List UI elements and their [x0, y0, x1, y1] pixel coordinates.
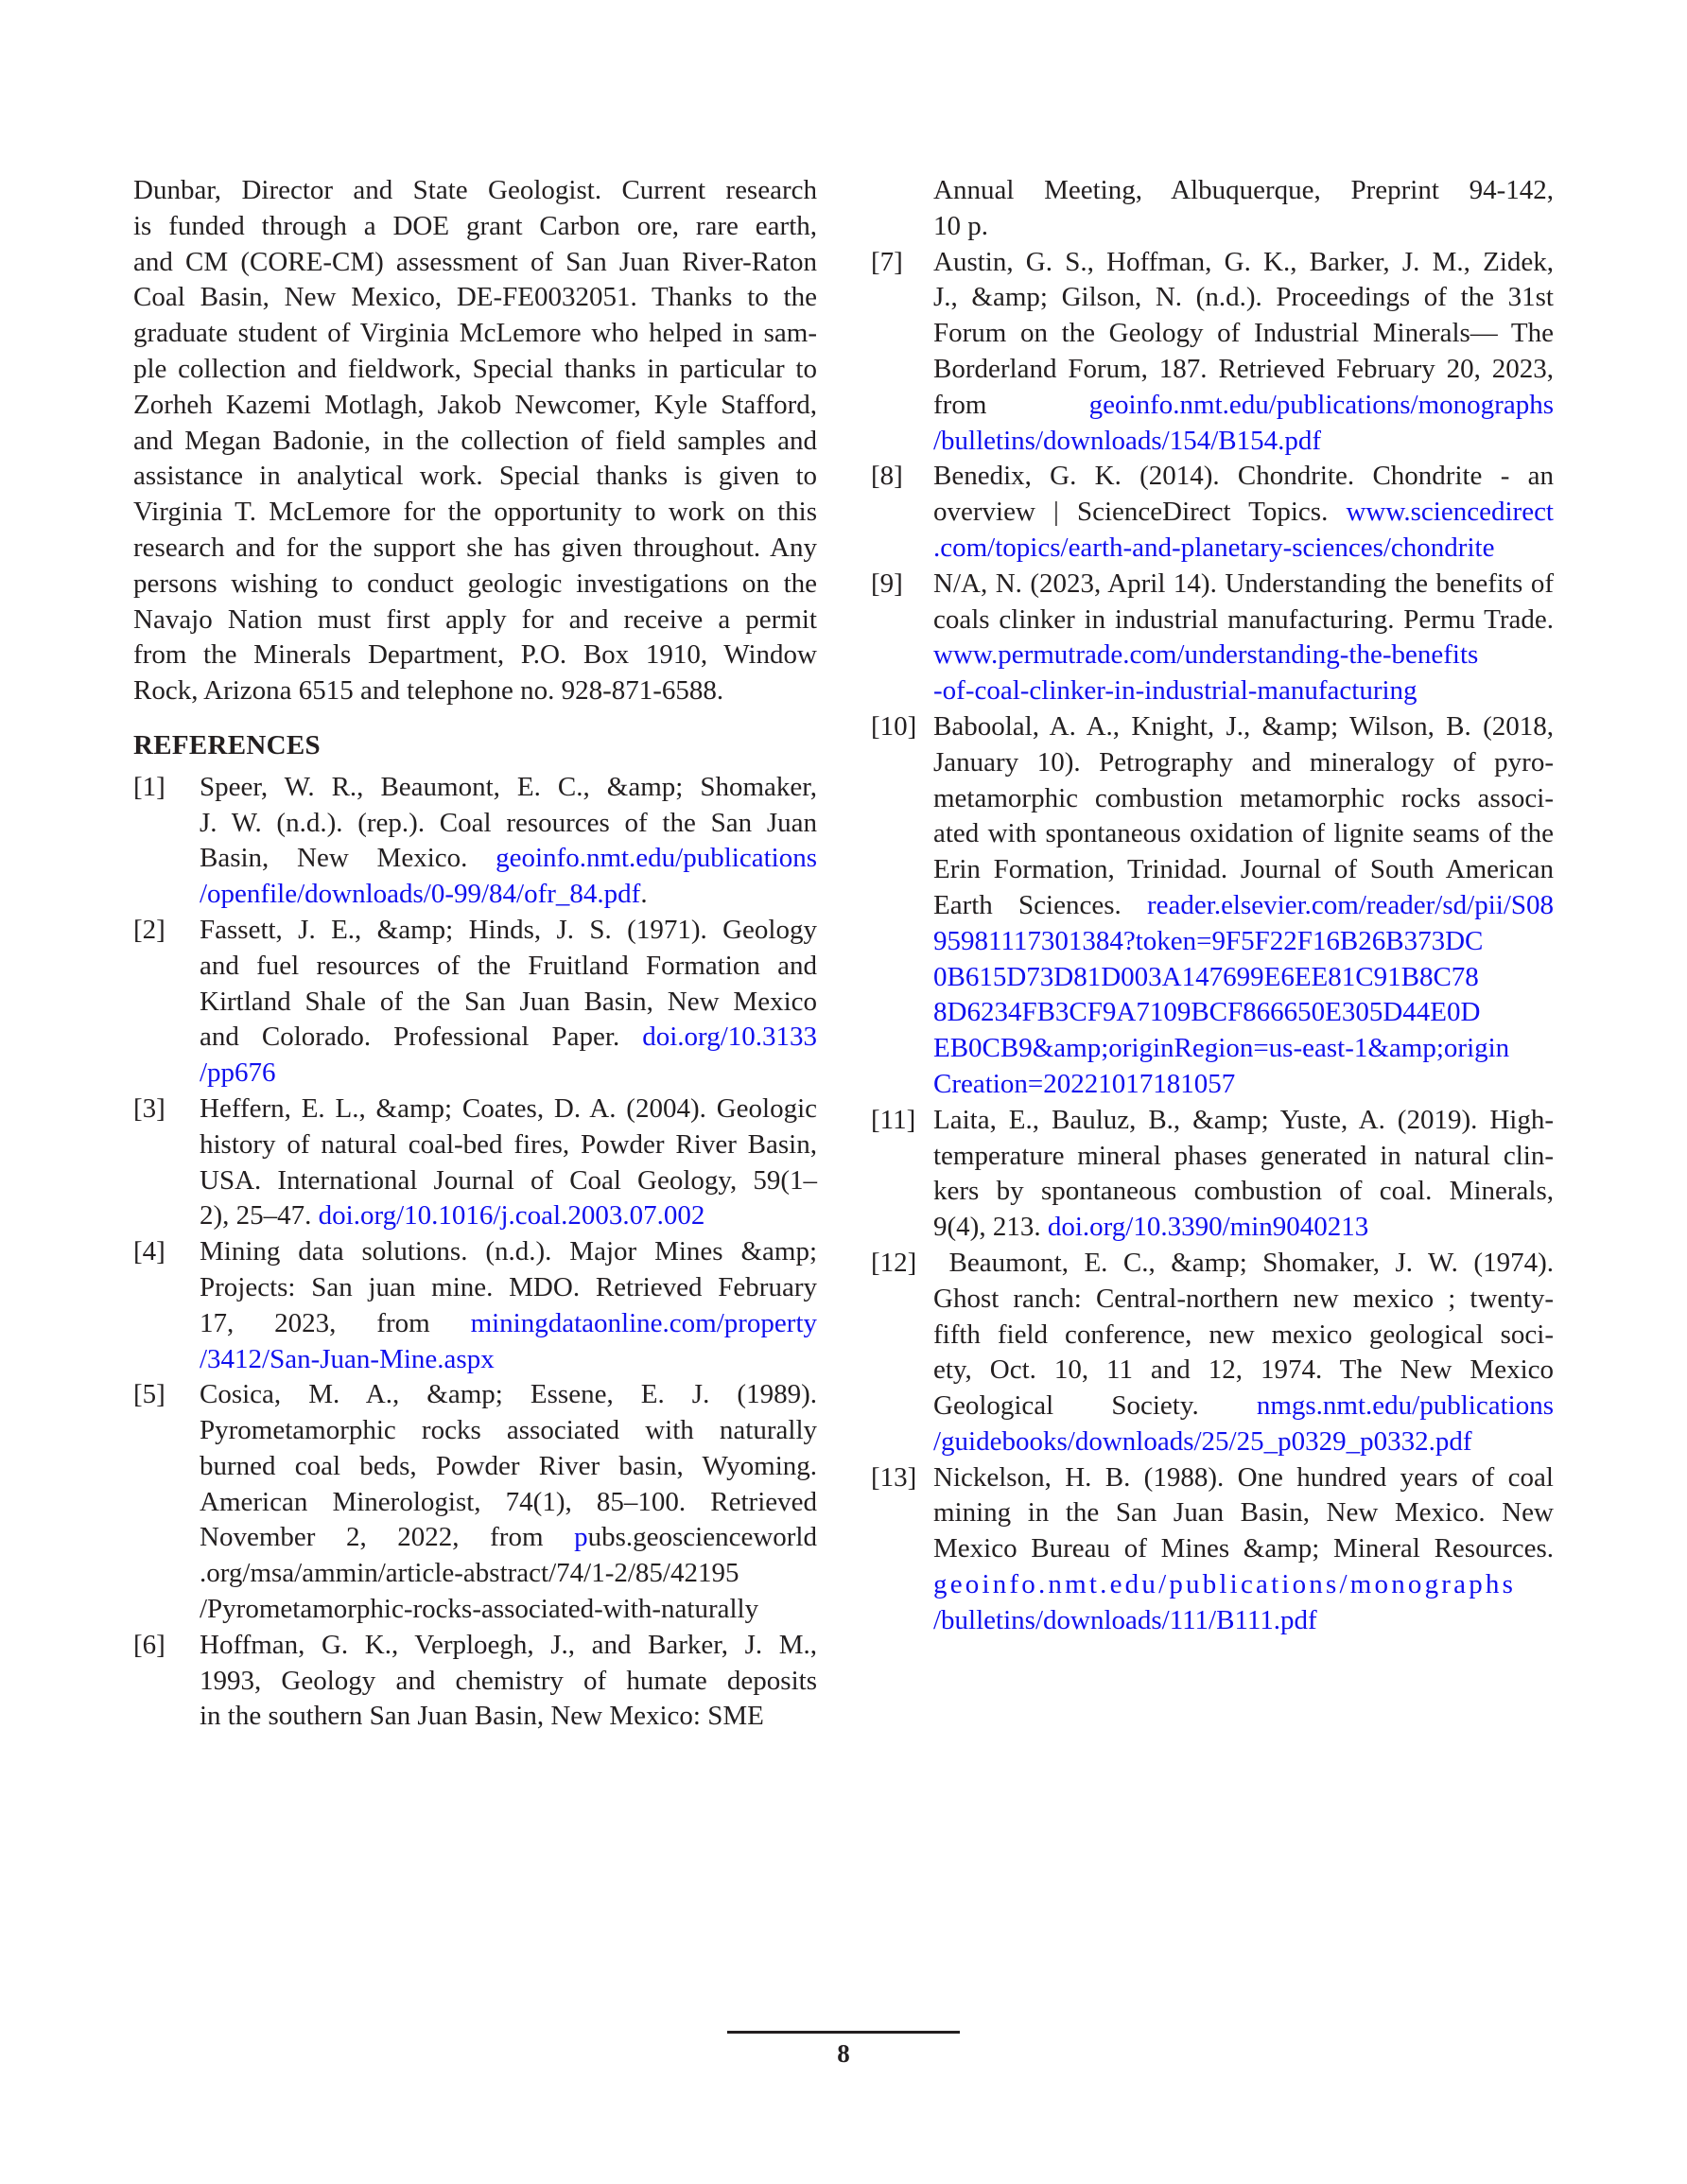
reference-text: Benedix, G. K. (2014). Chondrite. Chondrite - an: [933, 461, 1554, 492]
reference-line: [933, 816, 1554, 852]
reference-line: [200, 1342, 817, 1378]
reference-line: [933, 531, 1554, 567]
reference-text: Earth Sciences.: [933, 889, 1147, 920]
reference-text: Cosica, M. A., &amp; Essene, E. J. (1989).: [200, 1379, 817, 1410]
reference-line: [200, 1628, 817, 1664]
reference-text: Kirtland Shale of the San Juan Basin, New Mexico: [200, 986, 817, 1017]
reference-item: [871, 709, 1554, 1103]
reference-link[interactable]: doi.org/10.3390/min9040213: [1047, 1212, 1369, 1243]
reference-line: [933, 603, 1554, 638]
paragraph-line: and Megan Badonie, in the collection of field samples and: [133, 425, 817, 456]
reference-line: [933, 388, 1554, 424]
reference-line: [200, 806, 817, 842]
reference-text: Erin Formation, Trinidad. Journal of South American: [933, 854, 1554, 885]
reference-text: 1993, Geology and chemistry of humate deposits: [200, 1665, 817, 1696]
reference-line: [933, 1424, 1554, 1460]
paragraph-line: Coal Basin, New Mexico, DE-FE0032051. Thanks to the: [133, 282, 817, 313]
reference-line: [200, 985, 817, 1021]
reference-line: [200, 1163, 817, 1199]
reference-link[interactable]: geoinfo.nmt.edu/publications/monographs: [933, 1569, 1517, 1600]
reference-line: [933, 1139, 1554, 1175]
reference-line: [933, 173, 1554, 209]
reference-line: [200, 770, 817, 806]
reference-link[interactable]: nmgs.nmt.edu/publications: [1256, 1390, 1554, 1422]
reference-line: [933, 567, 1554, 603]
reference-line: [200, 1485, 817, 1521]
reference-body: [933, 459, 1554, 566]
reference-body: [200, 913, 817, 1092]
reference-line: [933, 924, 1554, 960]
reference-body: [200, 1628, 817, 1735]
reference-item: [871, 1460, 1554, 1639]
reference-text: Ghost ranch: Central-northern new mexico ; twenty-: [933, 1283, 1554, 1314]
reference-item: [133, 1092, 817, 1234]
reference-text: mining in the San Juan Basin, New Mexico. New: [933, 1497, 1554, 1529]
reference-link[interactable]: www.permutrade.com/understanding-the-benefits: [933, 639, 1479, 671]
reference-number: [8]: [871, 461, 903, 492]
reference-link[interactable]: /bulletins/downloads/111/B111.pdf: [933, 1604, 1317, 1635]
reference-body: [200, 770, 817, 913]
reference-line: [200, 1592, 817, 1628]
reference-text: J., &amp; Gilson, N. (n.d.). Proceedings of the 31st: [933, 282, 1554, 313]
reference-line: [933, 1067, 1554, 1103]
reference-text: Geological Society.: [933, 1390, 1257, 1422]
reference-line: [933, 1460, 1554, 1496]
reference-line: [933, 495, 1554, 531]
reference-body: [200, 1377, 817, 1628]
reference-text: 10 p.: [933, 210, 988, 241]
reference-line: [933, 960, 1554, 996]
reference-number: [4]: [133, 1236, 165, 1267]
reference-number: [9]: [871, 568, 903, 599]
reference-line: [200, 877, 817, 913]
reference-body: [933, 245, 1554, 460]
reference-link[interactable]: -of-coal-clinker-in-industrial-manufacturing: [933, 675, 1417, 707]
reference-text: overview | ScienceDirect Topics.: [933, 497, 1347, 528]
paragraph-line: Virginia T. McLemore for the opportunity to work on this: [133, 497, 817, 528]
reference-text: Forum on the Geology of Industrial Minerals— The: [933, 318, 1554, 349]
reference-text: metamorphic combustion metamorphic rocks associ-: [933, 782, 1554, 813]
reference-text: history of natural coal-bed fires, Powder River Basin,: [200, 1128, 817, 1160]
reference-item: [133, 1234, 817, 1377]
reference-line: [200, 1699, 817, 1735]
reference-text: 2), 25–47.: [200, 1200, 319, 1232]
reference-text: 9(4), 213.: [933, 1212, 1048, 1243]
paragraph-line: assistance in analytical work. Special thanks is given to: [133, 461, 817, 492]
reference-line: [933, 1495, 1554, 1531]
reference-text: ety, Oct. 10, 11 and 12, 1974. The New Mexico: [933, 1354, 1554, 1386]
right-column: [871, 173, 1554, 1639]
reference-list-left: [133, 770, 817, 1736]
reference-item: [133, 770, 817, 913]
reference-link[interactable]: Creation=20221017181057: [933, 1068, 1236, 1099]
reference-link[interactable]: /openfile/downloads/0-99/84/ofr_84.pdf: [200, 879, 641, 910]
reference-text: Mining data solutions. (n.d.). Major Mines &amp;: [200, 1236, 817, 1267]
reference-text: /Pyrometamorphic-rocks-associated-with-naturally: [200, 1594, 759, 1625]
paragraph-line: Rock, Arizona 6515 and telephone no. 928-871-6588.: [133, 675, 724, 707]
reference-text: Heffern, E. L., &amp; Coates, D. A. (2004). Geologic: [200, 1092, 817, 1124]
reference-text: coals clinker in industrial manufacturing. Permu Trade.: [933, 603, 1554, 635]
reference-line: [933, 781, 1554, 817]
reference-line: [200, 1234, 817, 1270]
reference-line: [200, 1270, 817, 1306]
reference-text: Borderland Forum, 187. Retrieved February 20, 2023,: [933, 353, 1554, 384]
reference-body: [933, 709, 1554, 1103]
reference-line: [933, 673, 1554, 709]
reference-link[interactable]: p: [574, 1522, 588, 1553]
reference-body: [933, 1246, 1554, 1460]
reference-text: Beaumont, E. C., &amp; Shomaker, J. W. (1974).: [933, 1247, 1554, 1278]
paragraph-line: research and for the support she has given throughout. Any: [133, 532, 817, 563]
page-number: 8: [837, 2039, 850, 2068]
reference-item: [871, 1103, 1554, 1246]
acknowledgment-paragraph: [133, 173, 817, 709]
reference-text: from: [933, 389, 1089, 420]
reference-body: [200, 1092, 817, 1234]
reference-line: [200, 1306, 817, 1342]
reference-line: [933, 209, 1554, 245]
reference-text: .org/msa/ammin/article-abstract/74/1-2/85/42195: [200, 1558, 739, 1589]
reference-6-continuation: [933, 173, 1554, 245]
paragraph-line: graduate student of Virginia McLemore who helped in sam-: [133, 318, 817, 349]
reference-line: [200, 1413, 817, 1449]
reference-link[interactable]: 95981117301384?token=9F5F22F16B26B373DC: [933, 925, 1484, 956]
reference-link[interactable]: reader.elsevier.com/reader/sd/pii/S08: [1146, 889, 1554, 920]
reference-line: [933, 316, 1554, 352]
reference-text: and fuel resources of the Fruitland Formation and: [200, 950, 817, 981]
paragraph-line: Dunbar, Director and State Geologist. Current research: [133, 175, 817, 205]
reference-line: [200, 1449, 817, 1485]
reference-line: [933, 745, 1554, 781]
reference-item: [871, 459, 1554, 566]
reference-item: [871, 245, 1554, 460]
reference-line: [200, 949, 817, 985]
reference-line: [933, 352, 1554, 388]
reference-line: [933, 1210, 1554, 1246]
reference-body: [933, 567, 1554, 709]
reference-text: and Colorado. Professional Paper.: [200, 1022, 643, 1053]
reference-line: [933, 888, 1554, 924]
reference-line: [200, 1056, 817, 1092]
reference-line: [933, 1567, 1554, 1603]
reference-line: [200, 1198, 817, 1234]
reference-text: November 2, 2022, from: [200, 1522, 575, 1553]
reference-line: [933, 245, 1554, 281]
reference-line: [933, 280, 1554, 316]
reference-line: [933, 1353, 1554, 1389]
reference-line: [200, 1127, 817, 1163]
reference-text: Projects: San juan mine. MDO. Retrieved February: [200, 1271, 817, 1302]
reference-line: [200, 1020, 817, 1056]
paragraph-line: persons wishing to conduct geologic investigations on the: [133, 568, 817, 599]
reference-link[interactable]: /3412/San-Juan-Mine.aspx: [200, 1343, 495, 1374]
reference-text: kers by spontaneous combustion of coal. Minerals,: [933, 1176, 1554, 1207]
reference-link[interactable]: www.sciencedirect: [1346, 497, 1554, 528]
reference-number: [5]: [133, 1379, 165, 1410]
reference-line: [933, 1174, 1554, 1210]
reference-text: ubs.geoscienceworld: [587, 1522, 817, 1553]
reference-line: [933, 424, 1554, 460]
reference-text: Baboolal, A. A., Knight, J., &amp; Wilson, B. (2018,: [933, 710, 1554, 742]
paragraph-line: is funded through a DOE grant Carbon ore, rare earth,: [133, 210, 817, 241]
reference-link[interactable]: geoinfo.nmt.edu/publications: [496, 843, 817, 874]
reference-link[interactable]: /pp676: [200, 1057, 276, 1089]
reference-text: Pyrometamorphic rocks associated with naturally: [200, 1415, 817, 1446]
reference-text: Basin, New Mexico.: [200, 843, 496, 874]
reference-line: [200, 1520, 817, 1556]
reference-line: [933, 638, 1554, 673]
reference-line: [200, 841, 817, 877]
reference-text: N/A, N. (2023, April 14). Understanding the benefits of: [933, 568, 1554, 599]
reference-text: January 10). Petrography and mineralogy of pyro-: [933, 746, 1554, 778]
reference-text: Nickelson, H. B. (1988). One hundred years of coal: [933, 1461, 1554, 1493]
reference-text: Fassett, J. E., &amp; Hinds, J. S. (1971). Geology: [200, 914, 817, 945]
reference-number: [10]: [871, 710, 917, 742]
reference-item: [133, 913, 817, 1092]
reference-number: [1]: [133, 771, 165, 802]
left-column: [133, 173, 817, 1735]
reference-text: Austin, G. S., Hoffman, G. K., Barker, J. M., Zidek,: [933, 246, 1554, 277]
paragraph-line: Zorheh Kazemi Motlagh, Jakob Newcomer, Kyle Stafford,: [133, 389, 817, 420]
reference-item: [133, 1628, 817, 1735]
reference-text: 17, 2023, from: [200, 1307, 471, 1338]
reference-line: [933, 995, 1554, 1031]
reference-text: ated with spontaneous oxidation of lignite seams of the: [933, 818, 1554, 849]
reference-line: [933, 709, 1554, 745]
reference-item: [871, 1246, 1554, 1460]
reference-link[interactable]: .com/topics/earth-and-planetary-sciences/chondrite: [933, 532, 1495, 563]
paragraph-line: Navajo Nation must first apply for and receive a permit: [133, 603, 817, 635]
reference-line: [933, 459, 1554, 495]
references-heading: REFERENCES: [133, 729, 321, 760]
paragraph-line: from the Minerals Department, P.O. Box 1910, Window: [133, 639, 817, 671]
reference-text: .: [640, 879, 648, 910]
reference-line: [933, 1103, 1554, 1139]
reference-number: [12]: [871, 1247, 917, 1278]
reference-line: [933, 1318, 1554, 1354]
paragraph-line: ple collection and fieldwork, Special thanks in particular to: [133, 353, 817, 384]
reference-text: J. W. (n.d.). (rep.). Coal resources of the San Juan: [200, 807, 817, 838]
reference-number: [3]: [133, 1092, 165, 1124]
reference-link[interactable]: doi.org/10.3133: [642, 1022, 817, 1053]
reference-link[interactable]: 0B615D73D81D003A147699E6EE81C91B8C78: [933, 961, 1479, 992]
reference-line: [933, 852, 1554, 888]
reference-number: [2]: [133, 914, 165, 945]
reference-line: [933, 1246, 1554, 1282]
reference-number: [7]: [871, 246, 903, 277]
footer-rule: [727, 2031, 960, 2034]
reference-item: [133, 1377, 817, 1628]
reference-line: [933, 1531, 1554, 1567]
reference-line: [933, 1389, 1554, 1424]
reference-text: temperature mineral phases generated in natural clin-: [933, 1140, 1554, 1171]
reference-link[interactable]: miningdataonline.com/property: [470, 1307, 817, 1338]
reference-text: fifth field conference, new mexico geological soci-: [933, 1319, 1554, 1350]
reference-body: [200, 1234, 817, 1377]
reference-text: Laita, E., Bauluz, B., &amp; Yuste, A. (2019). High-: [933, 1104, 1554, 1135]
reference-line: [200, 1377, 817, 1413]
reference-text: American Minerologist, 74(1), 85–100. Retrieved: [200, 1486, 817, 1517]
reference-text: in the southern San Juan Basin, New Mexico: SME: [200, 1701, 764, 1732]
reference-line: [200, 1664, 817, 1700]
reference-line: [933, 1031, 1554, 1067]
reference-line: [933, 1282, 1554, 1318]
reference-text: Speer, W. R., Beaumont, E. C., &amp; Shomaker,: [200, 771, 817, 802]
reference-link[interactable]: /bulletins/downloads/154/B154.pdf: [933, 425, 1322, 456]
reference-link[interactable]: EB0CB9&amp;originRegion=us-east-1&amp;origin: [933, 1033, 1510, 1064]
reference-link[interactable]: 8D6234FB3CF9A7109BCF866650E305D44E0D: [933, 997, 1481, 1028]
reference-text: burned coal beds, Powder River basin, Wyoming.: [200, 1450, 817, 1481]
reference-number: [13]: [871, 1461, 917, 1493]
reference-line: [933, 1603, 1554, 1639]
reference-line: [200, 1556, 817, 1592]
reference-link[interactable]: doi.org/10.1016/j.coal.2003.07.002: [318, 1200, 705, 1232]
reference-text: Annual Meeting, Albuquerque, Preprint 94-142,: [933, 175, 1554, 205]
reference-list-right: [871, 245, 1554, 1639]
reference-link[interactable]: geoinfo.nmt.edu/publications/monographs: [1088, 389, 1554, 420]
reference-link[interactable]: /guidebooks/downloads/25/25_p0329_p0332.pdf: [933, 1425, 1472, 1457]
reference-number: [11]: [871, 1104, 916, 1135]
reference-text: Hoffman, G. K., Verploegh, J., and Barker, J. M.,: [200, 1629, 817, 1660]
reference-line: [200, 1092, 817, 1127]
reference-body: [933, 1460, 1554, 1639]
reference-text: USA. International Journal of Coal Geology, 59(1–: [200, 1164, 817, 1196]
paragraph-line: and CM (CORE-CM) assessment of San Juan River-Raton: [133, 246, 817, 277]
reference-line: [200, 913, 817, 949]
reference-text: Mexico Bureau of Mines &amp; Mineral Resources.: [933, 1533, 1554, 1564]
reference-item: [871, 567, 1554, 709]
reference-body: [933, 1103, 1554, 1246]
reference-number: [6]: [133, 1629, 165, 1660]
